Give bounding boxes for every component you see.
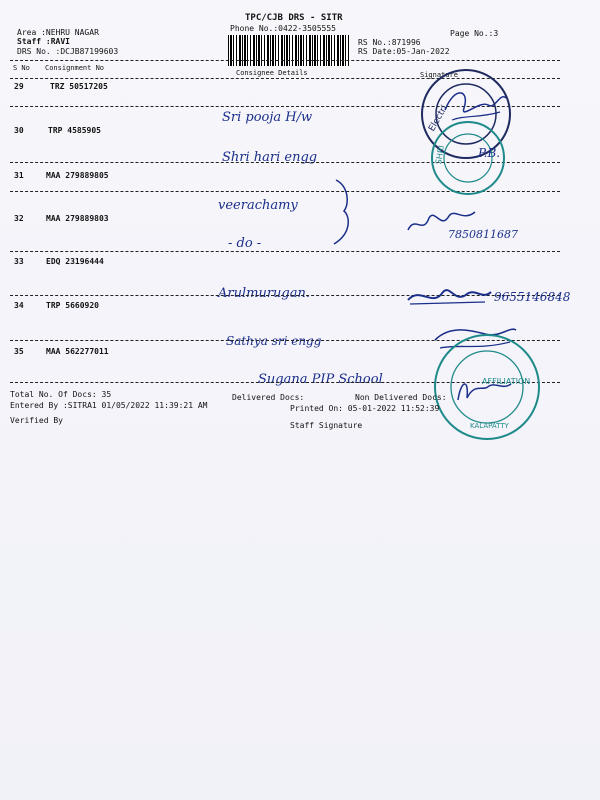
row-29-consignee: Sri pooja H/w <box>222 110 313 125</box>
column-consignment: Consignment No <box>45 64 105 72</box>
row-35-consignment: MAA 562277011 <box>46 347 109 356</box>
row-31-sno: 31 <box>14 171 24 180</box>
column-consignee: Consignee Details <box>236 69 308 77</box>
stamp-1-text: Electri <box>427 103 450 134</box>
school-stamp-icon <box>432 332 542 442</box>
stamp-3-text: AFFILIATION <box>482 377 531 386</box>
row-32-consignment: MAA 279889803 <box>46 214 109 223</box>
verified-by: Verified By <box>10 416 63 425</box>
handwritten-phone-1: 7850811687 <box>448 228 518 241</box>
drs-number: DRS No. :DCJB87199603 <box>17 47 119 56</box>
column-sno: S No <box>13 64 30 72</box>
row-32-rule <box>10 251 560 252</box>
handwritten-brace-icon <box>330 178 360 248</box>
row-31-consignment: MAA 279889805 <box>46 171 109 180</box>
page-number: Page No.:3 <box>450 29 499 38</box>
stamp-2-text: SHRI <box>434 144 447 165</box>
header-rule-top <box>10 60 560 61</box>
row-34-consignee: Sathya sri engg <box>226 334 322 348</box>
column-signature: Signature <box>420 71 458 79</box>
rs-number: RS No.:871996 <box>358 38 421 47</box>
row-30-sno: 30 <box>14 126 24 135</box>
total-docs: Total No. Of Docs: 35 <box>10 390 112 399</box>
phone-number: Phone No.:0422-3505555 <box>230 24 336 33</box>
row-33-sno: 33 <box>14 257 24 266</box>
row-32-consignee: - do - <box>228 236 262 251</box>
delivered-docs: Delivered Docs: <box>232 393 305 402</box>
row-29-sno: 29 <box>14 82 24 91</box>
row-30-consignee: Shri hari engg <box>222 150 318 165</box>
staff-signature: Staff Signature <box>290 421 363 430</box>
entered-by: Entered By :SITRA1 01/05/2022 11:39:21 AM <box>10 401 208 410</box>
row-32-sno: 32 <box>14 214 24 223</box>
handwritten-initials: P.B. <box>478 146 501 160</box>
printed-on: Printed On: 05-01-2022 11:52:39 <box>290 404 440 413</box>
area-field: Area :NEHRU NAGAR <box>17 28 99 37</box>
row-33-consignment: EDQ 23196444 <box>46 257 104 266</box>
row-34-consignment: TRP 5660920 <box>46 301 99 310</box>
stamp-3-sub: KALAPATTY <box>470 422 509 430</box>
row-34-sno: 34 <box>14 301 24 310</box>
row-31-consignee: veerachamy <box>218 198 298 213</box>
document-title: TPC/CJB DRS - SITR <box>245 13 343 23</box>
signature-row-33-icon <box>405 282 495 312</box>
non-delivered-docs: Non Delivered Docs: <box>355 393 447 402</box>
row-29-consignment: TRZ 50517205 <box>50 82 108 91</box>
row-30-consignment: TRP 4585905 <box>48 126 101 135</box>
handwritten-phone-2: 9655146848 <box>494 290 571 304</box>
row-33-consignee: Arulmurugan. <box>218 286 310 301</box>
row-35-sno: 35 <box>14 347 24 356</box>
rs-date: RS Date:05-Jan-2022 <box>358 47 450 56</box>
row-35-consignee: Sugana PIP School <box>258 372 383 387</box>
staff-field: Staff :RAVI <box>17 37 70 46</box>
